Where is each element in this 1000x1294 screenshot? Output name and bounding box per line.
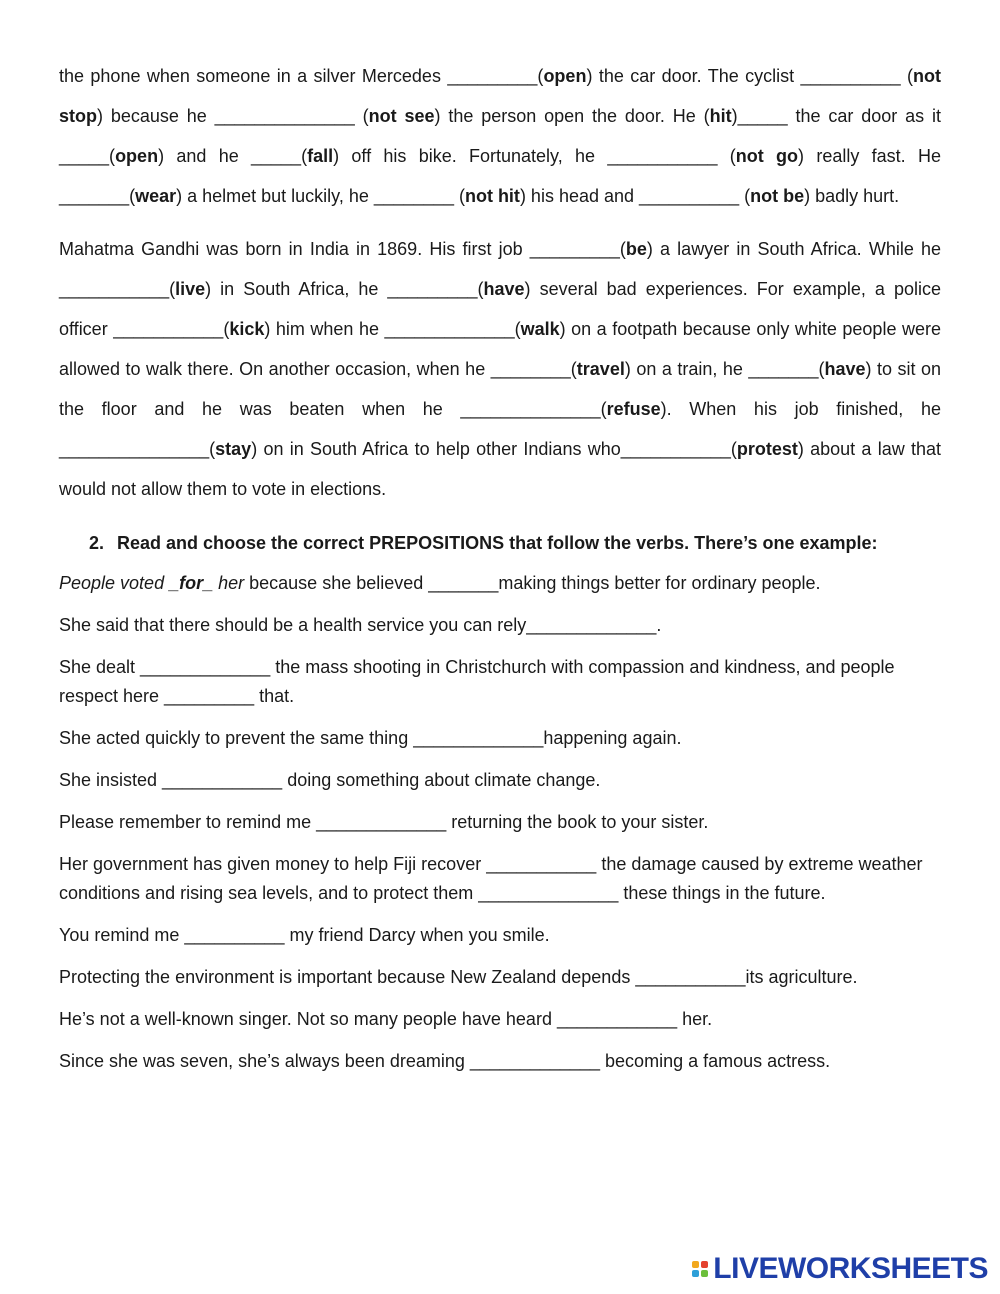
verb-cue: not go	[735, 146, 799, 166]
example-rest: because she believed _______making things better for ordinary people.	[244, 573, 821, 593]
logo-square	[692, 1270, 699, 1277]
verb-cue: not be	[750, 186, 805, 206]
story-section	[59, 56, 941, 509]
liveworksheets-logo	[692, 1252, 988, 1286]
exercise-sentence: Since she was seven, she’s always been dreaming _____________ becoming a famous actress.	[59, 1051, 831, 1071]
example-sentence	[59, 569, 941, 598]
exercise-sentence: She dealt _____________ the mass shooting in Christchurch with compassion and kindness, and people respect here _________ that.	[59, 657, 895, 706]
verb-cue: not see	[368, 106, 435, 126]
verb-cue: have	[824, 359, 866, 379]
verb-cue: stay	[215, 439, 252, 459]
verb-cue: hit	[709, 106, 732, 126]
verb-cue: not hit	[464, 186, 520, 206]
verb-cue: refuse	[606, 399, 661, 419]
logo-mark-icon	[692, 1261, 708, 1277]
logo-square	[692, 1261, 699, 1268]
exercise-sentence: She said that there should be a health service you can rely_____________.	[59, 615, 662, 635]
story-paragraph-2: Mahatma Gandhi was born in India in 1869. His first job _________(be) a lawyer in South Africa. While he ___________(live) in South Africa, he _________(have) several bad experiences. For example, a police officer ___________(kick) him when he _____________(walk) on a footpath because only white people were allowed to walk there. On another occasion, when he ________(travel) on a train, he _______(have) to sit on the floor and he was beaten when he ______________(refuse). When his job finished, he _______________(stay) on in South Africa to help other Indians who___________(protest) about a law that would not allow them to vote in elections.	[59, 239, 942, 499]
verb-cue: not stop	[59, 66, 942, 126]
example-after-answer: her	[213, 573, 245, 593]
exercise-sentence: He’s not a well-known singer. Not so many people have heard ____________ her.	[59, 1009, 713, 1029]
verb-cue: kick	[229, 319, 265, 339]
exercise-sentence: She insisted ____________ doing something about climate change.	[59, 770, 601, 790]
verb-cue: travel	[576, 359, 625, 379]
exercise-sentence: Her government has given money to help Fiji recover ___________ the damage caused by extreme weather conditions and rising sea levels, and to protect them ______________ these things in the future.	[59, 854, 923, 903]
section-2-heading	[59, 530, 941, 556]
verb-cue: have	[483, 279, 525, 299]
example-answer: _for_	[169, 573, 214, 593]
verb-cue: wear	[135, 186, 177, 206]
section-instruction: Read and choose the correct PREPOSITIONS that follow the verbs. There’s one example:	[117, 533, 878, 553]
verb-cue: live	[175, 279, 206, 299]
verb-cue: be	[625, 239, 647, 259]
story-paragraph-1: the phone when someone in a silver Mercedes _________(open) the car door. The cyclist __________ (not stop) because he ______________ (not see) the person open the door. He (hit)_____ the car door as it _____(open) and he _____(fall) off his bike. Fortunately, he ___________ (not go) really fast. He _______(wear) a helmet but luckily, he ________ (not hit) his head and __________ (not be) badly hurt.	[59, 66, 942, 206]
verb-cue: open	[543, 66, 587, 86]
exercise-sentence: Protecting the environment is important because New Zealand depends ___________its agriculture.	[59, 967, 858, 987]
brand-name: LIVEWORKSHEETS	[713, 1252, 988, 1285]
verb-cue: open	[115, 146, 159, 166]
verb-cue: fall	[307, 146, 334, 166]
verb-cue: protest	[736, 439, 798, 459]
example-lead: People voted	[59, 573, 170, 593]
verb-cue: walk	[520, 319, 560, 339]
exercise-sentence: Please remember to remind me _____________ returning the book to your sister.	[59, 812, 709, 832]
logo-square	[701, 1261, 708, 1268]
exercise-sentence: She acted quickly to prevent the same thing _____________happening again.	[59, 728, 682, 748]
section-number: 2.	[89, 533, 105, 553]
logo-square	[701, 1270, 708, 1277]
exercise-sentence: You remind me __________ my friend Darcy when you smile.	[59, 925, 550, 945]
worksheet-page	[59, 56, 941, 1089]
